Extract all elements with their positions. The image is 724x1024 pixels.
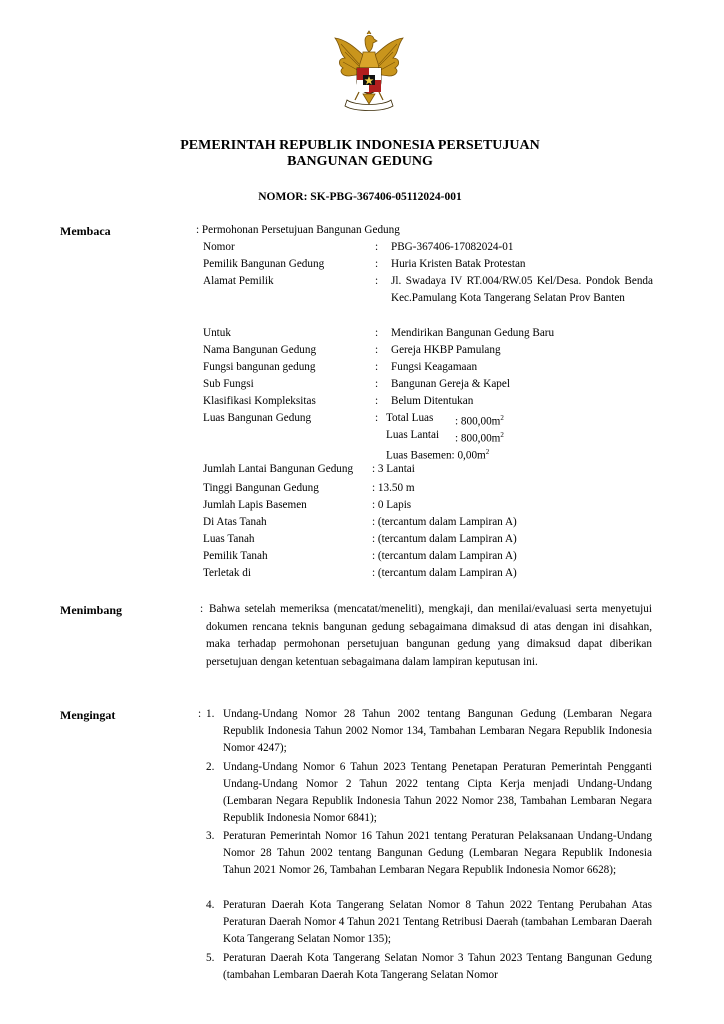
title-line-1: PEMERINTAH REPUBLIK INDONESIA PERSETUJUAN [180,138,540,153]
document-title [160,138,560,170]
field-colon: : [375,241,379,253]
field-label: Sub Fungsi [203,378,254,390]
list-item-text: Peraturan Pemerintah Nomor 16 Tahun 2021 tentang Peraturan Pelaksanaan Undang-Undang Nomor 28 Tahun 2002 tentang Bangunan Gedung (Lembaran Negara Republik Indonesia Tahun 2021 Nomor 26, Tambahan Lembaran Negara Republik Indonesia Nomor 6628); [223,830,652,876]
luas-total-value: : $800,00m^2$ [455,414,504,428]
field-colon: : [375,378,379,390]
field-value: : 0 Lapis [372,499,412,511]
field-label: Fungsi bangunan gedung [203,361,316,373]
field-value: : 13.50 m [372,482,415,494]
luas-basemen: Luas Basemen: $0,00m^2$ [386,448,490,462]
section-label-mengingat: Mengingat [60,708,116,722]
list-item-text: Peraturan Daerah Kota Tangerang Selatan Nomor 8 Tahun 2022 Tentang Perubahan Atas Peraturan Daerah Nomor 4 Tahun 2021 Tentang Retribusi Daerah (tambahan Lembaran Daerah Kota Tangerang Selatan Nomor 135); [223,899,652,945]
garuda-emblem-icon [329,30,409,112]
list-item-text: Undang-Undang Nomor 28 Tahun 2002 tentang Bangunan Gedung (Lembaran Negara Republik Indonesia Tahun 2002 Nomor 134, Tambahan Lembaran Negara Republik Indonesia Nomor 4247); [223,708,652,754]
document-number: NOMOR: SK-PBG-367406-05112024-001 [258,191,462,203]
field-value: : (tercantum dalam Lampiran A) [372,550,517,562]
field-label: Nama Bangunan Gedung [203,344,317,356]
field-label: Pemilik Bangunan Gedung [203,258,325,270]
field-label: Terletak di [203,567,251,579]
section-label-membaca: Membaca [60,224,111,238]
field-value: Mendirikan Bangunan Gedung Baru [391,327,555,339]
field-label: Alamat Pemilik [203,275,274,287]
luas-lantai-label: Luas Lantai [386,429,440,441]
field-label: Di Atas Tanah [203,516,267,528]
field-value: Belum Ditentukan [391,395,474,407]
list-item-number: 3. [206,830,215,842]
field-label: Luas Tanah [203,533,255,545]
field-value: Gereja HKBP Pamulang [391,344,501,356]
field-label: Klasifikasi Kompleksitas [203,395,316,407]
field-label: Luas Bangunan Gedung [203,412,312,424]
field-label: Untuk [203,327,231,339]
list-item [206,828,652,879]
menimbang-colon: : [200,603,204,615]
field-colon: : [375,275,379,287]
mengingat-colon: : [198,708,202,720]
field-label: Jumlah Lapis Basemen [203,499,307,511]
field-value: Fungsi Keagamaan [391,361,478,373]
field-value: Jl. Swadaya IV RT.004/RW.05 Kel/Desa. Pondok Benda Kec.Pamulang Kota Tangerang Selatan Prov Banten [391,275,653,304]
list-item [206,950,652,984]
field-label: Nomor [203,241,235,253]
field-value: Huria Kristen Batak Protestan [391,258,526,270]
field-value: PBG-367406-17082024-01 [391,241,514,253]
field-value: : 3 Lantai [372,463,415,475]
list-item-number: 4. [206,899,215,911]
field-label: Tinggi Bangunan Gedung [203,482,319,494]
list-item-text: Undang-Undang Nomor 6 Tahun 2023 Tentang Penetapan Peraturan Pemerintah Pengganti Undang-Undang Nomor 2 Tahun 2022 tentang Cipta Kerja menjadi Undang-Undang (Lembaran Negara Republik Indonesia Tahun 2022 Nomor 238, Tambahan Lembaran Negara Republik Indonesia Nomor 6841); [223,761,652,824]
list-item-text: Peraturan Daerah Kota Tangerang Selatan Nomor 3 Tahun 2023 Tentang Bangunan Gedung (tambahan Lembaran Daerah Kota Tangerang Selatan Nomor [223,952,652,981]
list-item-number: 1. [206,708,215,720]
luas-lantai-value: : $800,00m^2$ [455,431,504,445]
field-colon: : [375,412,379,424]
field-label: Pemilik Tanah [203,550,268,562]
section-label-menimbang: Menimbang [60,603,123,617]
field-value: Bangunan Gereja & Kapel [391,378,510,390]
list-item [206,706,652,757]
list-item [206,897,652,948]
field-colon: : [375,258,379,270]
luas-total-label: Total Luas [386,412,434,424]
menimbang-text: Bahwa setelah memeriksa (mencatat/meneliti), mengkaji, dan menilai/evaluasi serta menyetujui dokumen rencana teknis bangunan gedung sebagaimana dimaksud di atas dengan ini disahkan, maka terhadap permohonan persetujuan bangunan gedung yang dimaksud dapat diberikan persetujuan dengan ketentuan sebagaimana dalam lampiran keputusan ini. [206,603,652,668]
field-colon: : [375,327,379,339]
field-value: : (tercantum dalam Lampiran A) [372,567,517,579]
list-item-number: 2. [206,761,215,773]
list-item [206,759,652,827]
field-value: : (tercantum dalam Lampiran A) [372,533,517,545]
field-colon: : [375,361,379,373]
field-colon: : [375,395,379,407]
field-colon: : [375,344,379,356]
title-line-2: BANGUNAN GEDUNG [287,154,433,169]
field-value: : (tercantum dalam Lampiran A) [372,516,517,528]
membaca-intro: : Permohonan Persetujuan Bangunan Gedung [196,224,400,236]
field-label: Jumlah Lantai Bangunan Gedung [203,463,354,475]
list-item-number: 5. [206,952,215,964]
